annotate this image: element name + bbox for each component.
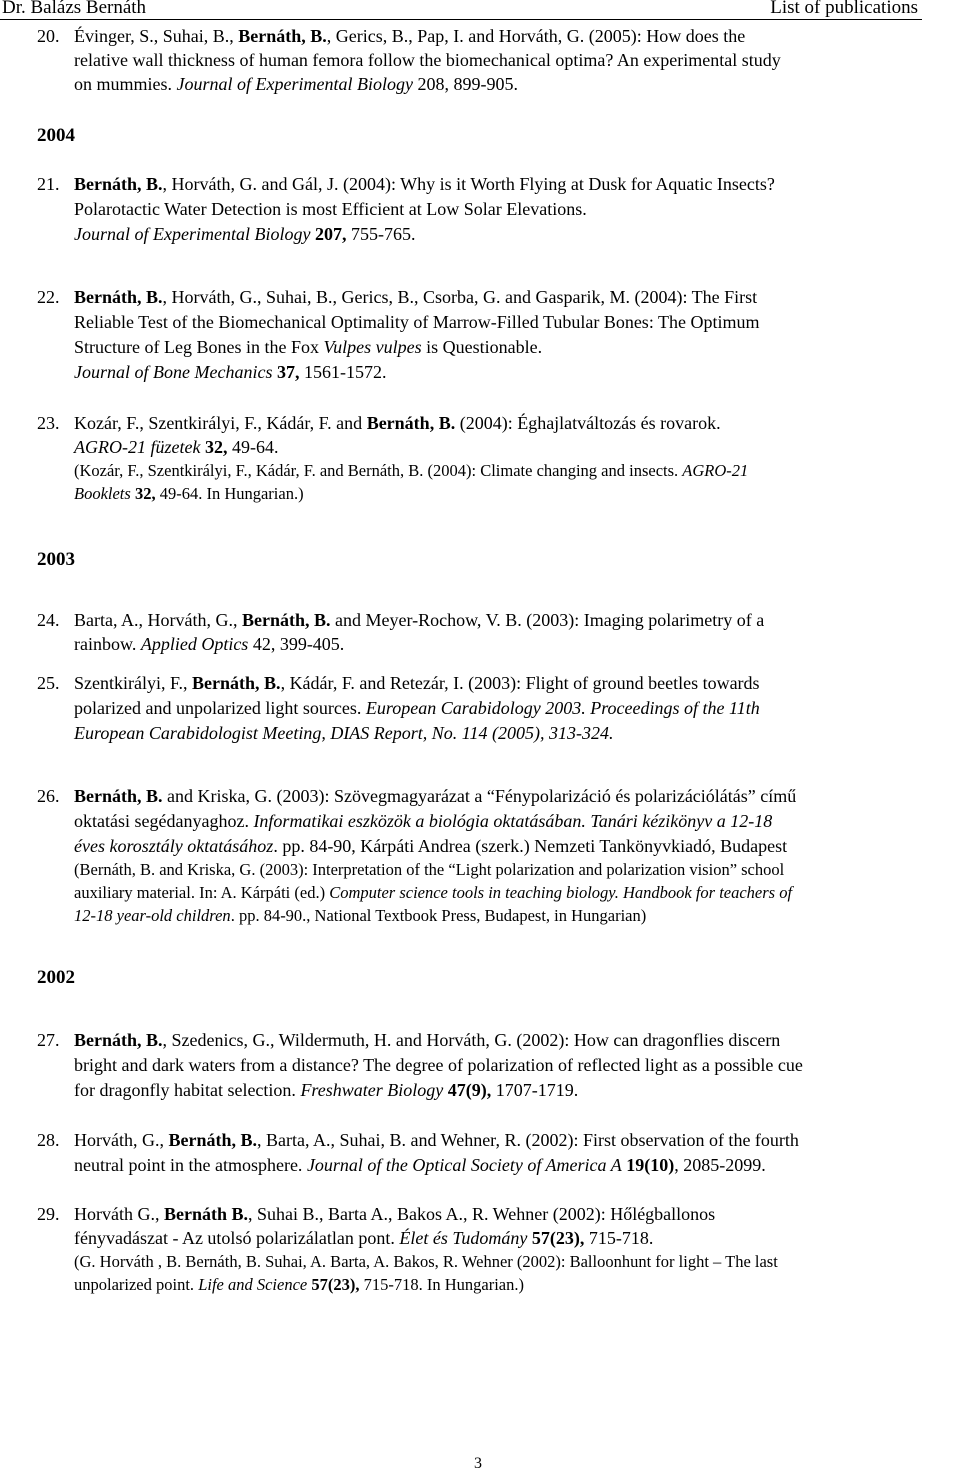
pub-line: on mummies. Journal of Experimental Biology 208, 899-905. [74, 74, 518, 94]
header-author: Dr. Balázs Bernáth [2, 0, 147, 18]
pub-line: AGRO-21 füzetek 32, 49-64. [74, 437, 279, 457]
pub-line: bright and dark waters from a distance? The degree of polarization of reflected light as a possible cue [74, 1055, 803, 1075]
pub-line: Polarotactic Water Detection is most Efficient at Low Solar Elevations. [74, 199, 587, 219]
pub-line: polarized and unpolarized light sources. European Carabidology 2003. Proceedings of the 11th [74, 698, 760, 718]
pub-translation-line: Booklets 32, 49-64. In Hungarian.) [74, 484, 304, 503]
pub-line: European Carabidologist Meeting, DIAS Report, No. 114 (2005), 313-324. [74, 723, 614, 743]
pub-line: Structure of Leg Bones in the Fox Vulpes vulpes is Questionable. [74, 337, 543, 357]
pub-line: Bernáth, B., Horváth, G., Suhai, B., Gerics, B., Csorba, G. and Gasparik, M. (2004): The First [74, 287, 758, 307]
pub-line: Reliable Test of the Biomechanical Optimality of Marrow-Filled Tubular Bones: The Optimum [74, 312, 760, 332]
page-number: 3 [474, 1455, 482, 1472]
pub-line: Journal of Experimental Biology 207, 755-765. [74, 224, 416, 244]
year-heading-2002: 2002 [37, 967, 75, 988]
pub-number: 26. [37, 786, 60, 806]
pub-number: 22. [37, 287, 60, 307]
header-section: List of publications [770, 0, 918, 18]
pub-number: 24. [37, 610, 60, 630]
pub-line: relative wall thickness of human femora follow the biomechanical optima? An experimental study [74, 50, 781, 70]
pub-number: 21. [37, 174, 60, 194]
pub-number: 25. [37, 673, 60, 693]
pub-line: Szentkirályi, F., Bernáth, B., Kádár, F. and Retezár, I. (2003): Flight of ground beetles towards [74, 673, 760, 693]
pub-translation-line: auxiliary material. In: A. Kárpáti (ed.) Computer science tools in teaching biology. Handbook for teachers of [74, 883, 793, 902]
pub-line: Kozár, F., Szentkirályi, F., Kádár, F. and Bernáth, B. (2004): Éghajlatváltozás és rovarok. [74, 413, 721, 433]
pub-line: oktatási segédanyaghoz. Informatikai eszközök a biológia oktatásában. Tanári kézikönyv a 12-18 [74, 811, 773, 831]
pub-line: Bernáth, B., Szedenics, G., Wildermuth, H. and Horváth, G. (2002): How can dragonflies discern [74, 1030, 781, 1050]
pub-line: Bernáth, B., Horváth, G. and Gál, J. (2004): Why is it Worth Flying at Dusk for Aquatic Insects? [74, 174, 775, 194]
year-heading-2003: 2003 [37, 549, 75, 570]
pub-line: rainbow. Applied Optics 42, 399-405. [74, 634, 345, 654]
pub-line: Horváth G., Bernáth B., Suhai B., Barta A., Bakos A., R. Wehner (2002): Hőlégballonos [74, 1204, 716, 1224]
pub-line: Bernáth, B. and Kriska, G. (2003): Szövegmagyarázat a “Fénypolarizáció és polarizációlátás” című [74, 786, 797, 806]
pub-number: 23. [37, 413, 60, 433]
pub-line: Barta, A., Horváth, G., Bernáth, B. and Meyer-Rochow, V. B. (2003): Imaging polarimetry of a [74, 610, 765, 630]
pub-line: fényvadászat - Az utolsó polarizálatlan pont. Élet és Tudomány 57(23), 715-718. [74, 1228, 654, 1248]
pub-number: 28. [37, 1130, 60, 1150]
pub-translation-line: unpolarized point. Life and Science 57(23), 715-718. In Hungarian.) [74, 1275, 524, 1294]
pub-translation-line: (Bernáth, B. and Kriska, G. (2003): Interpretation of the “Light polarization and polarization vision” school [74, 860, 785, 879]
pub-line: Évinger, S., Suhai, B., Bernáth, B., Gerics, B., Pap, I. and Horváth, G. (2005): How does the [74, 26, 746, 46]
pub-line: neutral point in the atmosphere. Journal of the Optical Society of America A 19(10), 2085-2099. [74, 1155, 766, 1175]
pub-line: Journal of Bone Mechanics 37, 1561-1572. [74, 362, 387, 382]
pub-line: Horváth, G., Bernáth, B., Barta, A., Suhai, B. and Wehner, R. (2002): First observation of the fourth [74, 1130, 799, 1150]
pub-line: for dragonfly habitat selection. Freshwater Biology 47(9), 1707-1719. [74, 1080, 579, 1100]
page-header [0, 0, 922, 20]
pub-line: éves korosztály oktatásához. pp. 84-90, Kárpáti Andrea (szerk.) Nemzeti Tankönyvkiadó, Budapest [74, 836, 788, 856]
pub-translation-line: (G. Horváth , B. Bernáth, B. Suhai, A. Barta, A. Bakos, R. Wehner (2002): Balloonhunt for light – The last [74, 1252, 778, 1271]
pub-number: 29. [37, 1204, 60, 1224]
pub-translation-line: 12-18 year-old children. pp. 84-90., National Textbook Press, Budapest, in Hungarian) [74, 906, 647, 925]
pub-number: 20. [37, 26, 60, 46]
pub-translation-line: (Kozár, F., Szentkirályi, F., Kádár, F. and Bernáth, B. (2004): Climate changing and insects. AGRO-21 [74, 461, 749, 480]
year-heading-2004: 2004 [37, 125, 75, 146]
pub-number: 27. [37, 1030, 60, 1050]
